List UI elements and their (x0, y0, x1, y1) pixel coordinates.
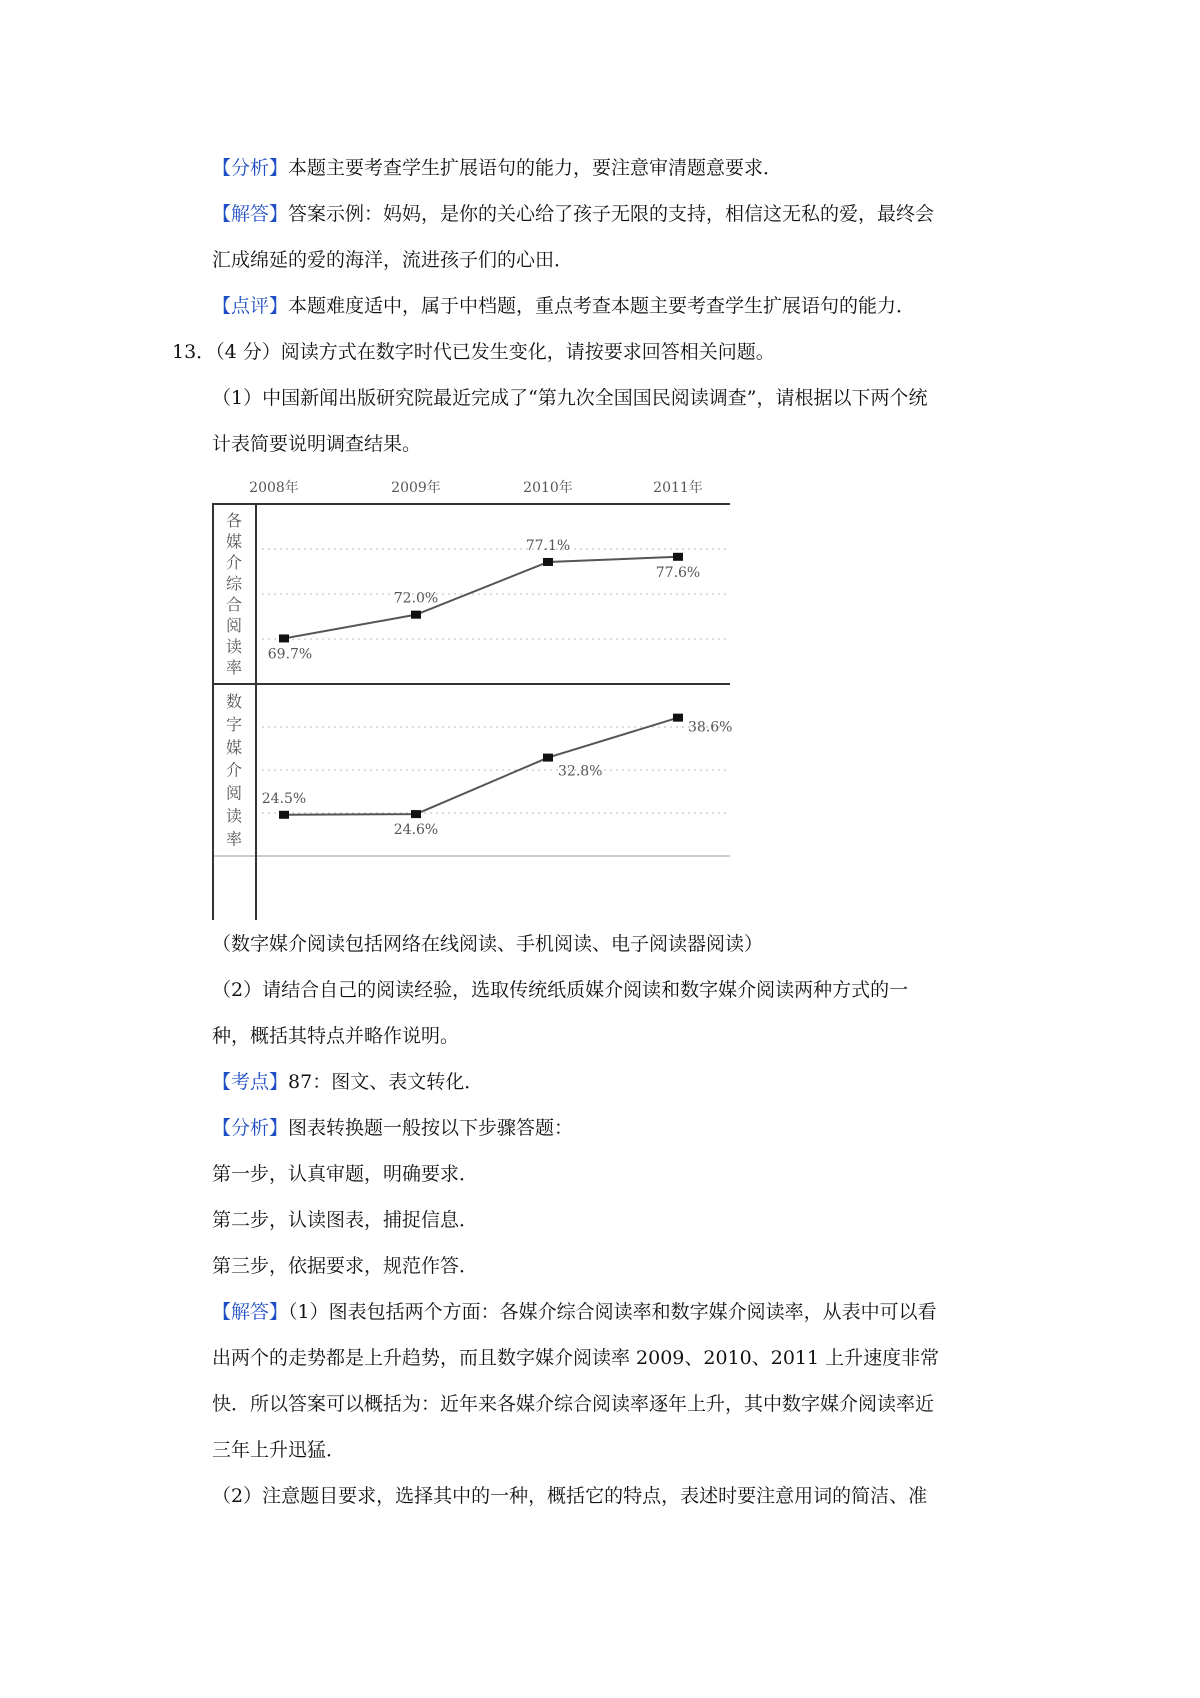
comment-line (212, 292, 915, 320)
data-point (543, 558, 553, 566)
series-line (284, 718, 678, 815)
row-label-char: 合 (225, 594, 243, 614)
row-label-char: 阅 (225, 615, 243, 635)
row-label-char: 媒 (225, 531, 243, 551)
x-tick-label: 2011年 (653, 480, 703, 496)
chart-svg (212, 468, 742, 924)
answer-2-continued-3: 三年上升迅猛． (212, 1439, 346, 1461)
analysis-line-2 (212, 1114, 573, 1142)
topic-tag: 【考点】 (212, 1071, 289, 1093)
series-line (284, 557, 678, 639)
data-label: 38.6% (688, 719, 733, 736)
comment-tag: 【点评】 (212, 295, 289, 317)
row-label-char: 各 (225, 510, 243, 530)
row-label-char: 数 (225, 692, 243, 712)
comment-text: 本题难度适中，属于中档题，重点考查本题主要考查学生扩展语句的能力． (288, 295, 916, 317)
data-label: 72.0% (393, 590, 439, 607)
x-tick-label: 2008年 (249, 480, 299, 496)
data-label: 69.7% (267, 646, 313, 663)
row-label-char: 介 (225, 760, 243, 780)
data-point (279, 811, 289, 819)
answer-2-part-2: （2）注意题目要求，选择其中的一种，概括它的特点，表述时要注意用词的简洁、准 (212, 1485, 928, 1507)
answer-2-continued-1: 出两个的走势都是上升趋势，而且数字媒介阅读率 2009、2010、2011 上升速度非常 (212, 1347, 940, 1369)
row-label-char: 率 (225, 657, 243, 677)
analysis-tag-2: 【分析】 (212, 1117, 289, 1139)
step-2: 第二步，认读图表，捕捉信息． (212, 1209, 479, 1231)
data-label: 77.6% (655, 564, 701, 581)
question-part-1-continued: 计表简要说明调查结果。 (212, 433, 422, 455)
answer-line-continued: 汇成绵延的爱的海洋，流进孩子们的心田． (212, 249, 574, 271)
data-point (543, 754, 553, 762)
row-label-char: 字 (225, 715, 243, 734)
analysis-text-2: 图表转换题一般按以下步骤答题： (288, 1117, 574, 1139)
x-tick-label: 2009年 (391, 480, 441, 496)
row-label-char: 介 (225, 552, 243, 572)
data-label: 24.6% (393, 822, 439, 839)
analysis-line (212, 154, 782, 182)
data-label: 32.8% (558, 763, 603, 780)
data-point (673, 714, 683, 722)
step-1: 第一步，认真审题，明确要求． (212, 1163, 479, 1185)
row-label-char: 媒 (225, 737, 243, 757)
analysis-text: 本题主要考查学生扩展语句的能力，要注意审清题意要求． (288, 157, 783, 179)
question-13-heading: 13．（4 分）阅读方式在数字时代已发生变化，请按要求回答相关问题。 (172, 341, 775, 363)
answer-tag-2: 【解答】 (212, 1301, 289, 1323)
row-label-char: 阅 (225, 783, 243, 803)
data-point (411, 810, 421, 818)
answer-line (212, 200, 934, 228)
step-3: 第三步，依据要求，规范作答． (212, 1255, 479, 1277)
x-tick-label: 2010年 (523, 480, 573, 496)
data-point (411, 611, 421, 619)
data-point (673, 553, 683, 561)
topic-line (212, 1068, 483, 1096)
answer-text: 答案示例：妈妈，是你的关心给了孩子无限的支持，相信这无私的爱，最终会 (288, 203, 935, 225)
answer-2-continued-2: 快．所以答案可以概括为：近年来各媒介综合阅读率逐年上升，其中数字媒介阅读率近 (212, 1393, 935, 1415)
row-label-char: 率 (225, 829, 243, 849)
answer-tag: 【解答】 (212, 203, 289, 225)
analysis-tag: 【分析】 (212, 157, 289, 179)
data-point (279, 634, 289, 642)
answer-text-2: （1）图表包括两个方面：各媒介综合阅读率和数字媒介阅读率，从表中可以看 (288, 1301, 937, 1323)
row-label-char: 读 (225, 806, 243, 826)
row-label-char: 读 (225, 636, 243, 656)
data-label: 24.5% (261, 790, 307, 807)
topic-text: 87：图文、表文转化． (288, 1071, 484, 1093)
data-label: 77.1% (525, 537, 571, 554)
reading-rate-chart (212, 468, 742, 924)
row-label-char: 综 (225, 573, 243, 593)
question-part-2-continued: 种，概括其特点并略作说明。 (212, 1025, 460, 1047)
chart-note: （数字媒介阅读包括网络在线阅读、手机阅读、电子阅读器阅读） (212, 933, 764, 955)
question-part-2: （2）请结合自己的阅读经验，选取传统纸质媒介阅读和数字媒介阅读两种方式的一 (212, 979, 909, 1001)
question-part-1: （1）中国新闻出版研究院最近完成了“第九次全国国民阅读调查”，请根据以下两个统 (212, 387, 928, 409)
answer-line-2 (212, 1298, 937, 1326)
